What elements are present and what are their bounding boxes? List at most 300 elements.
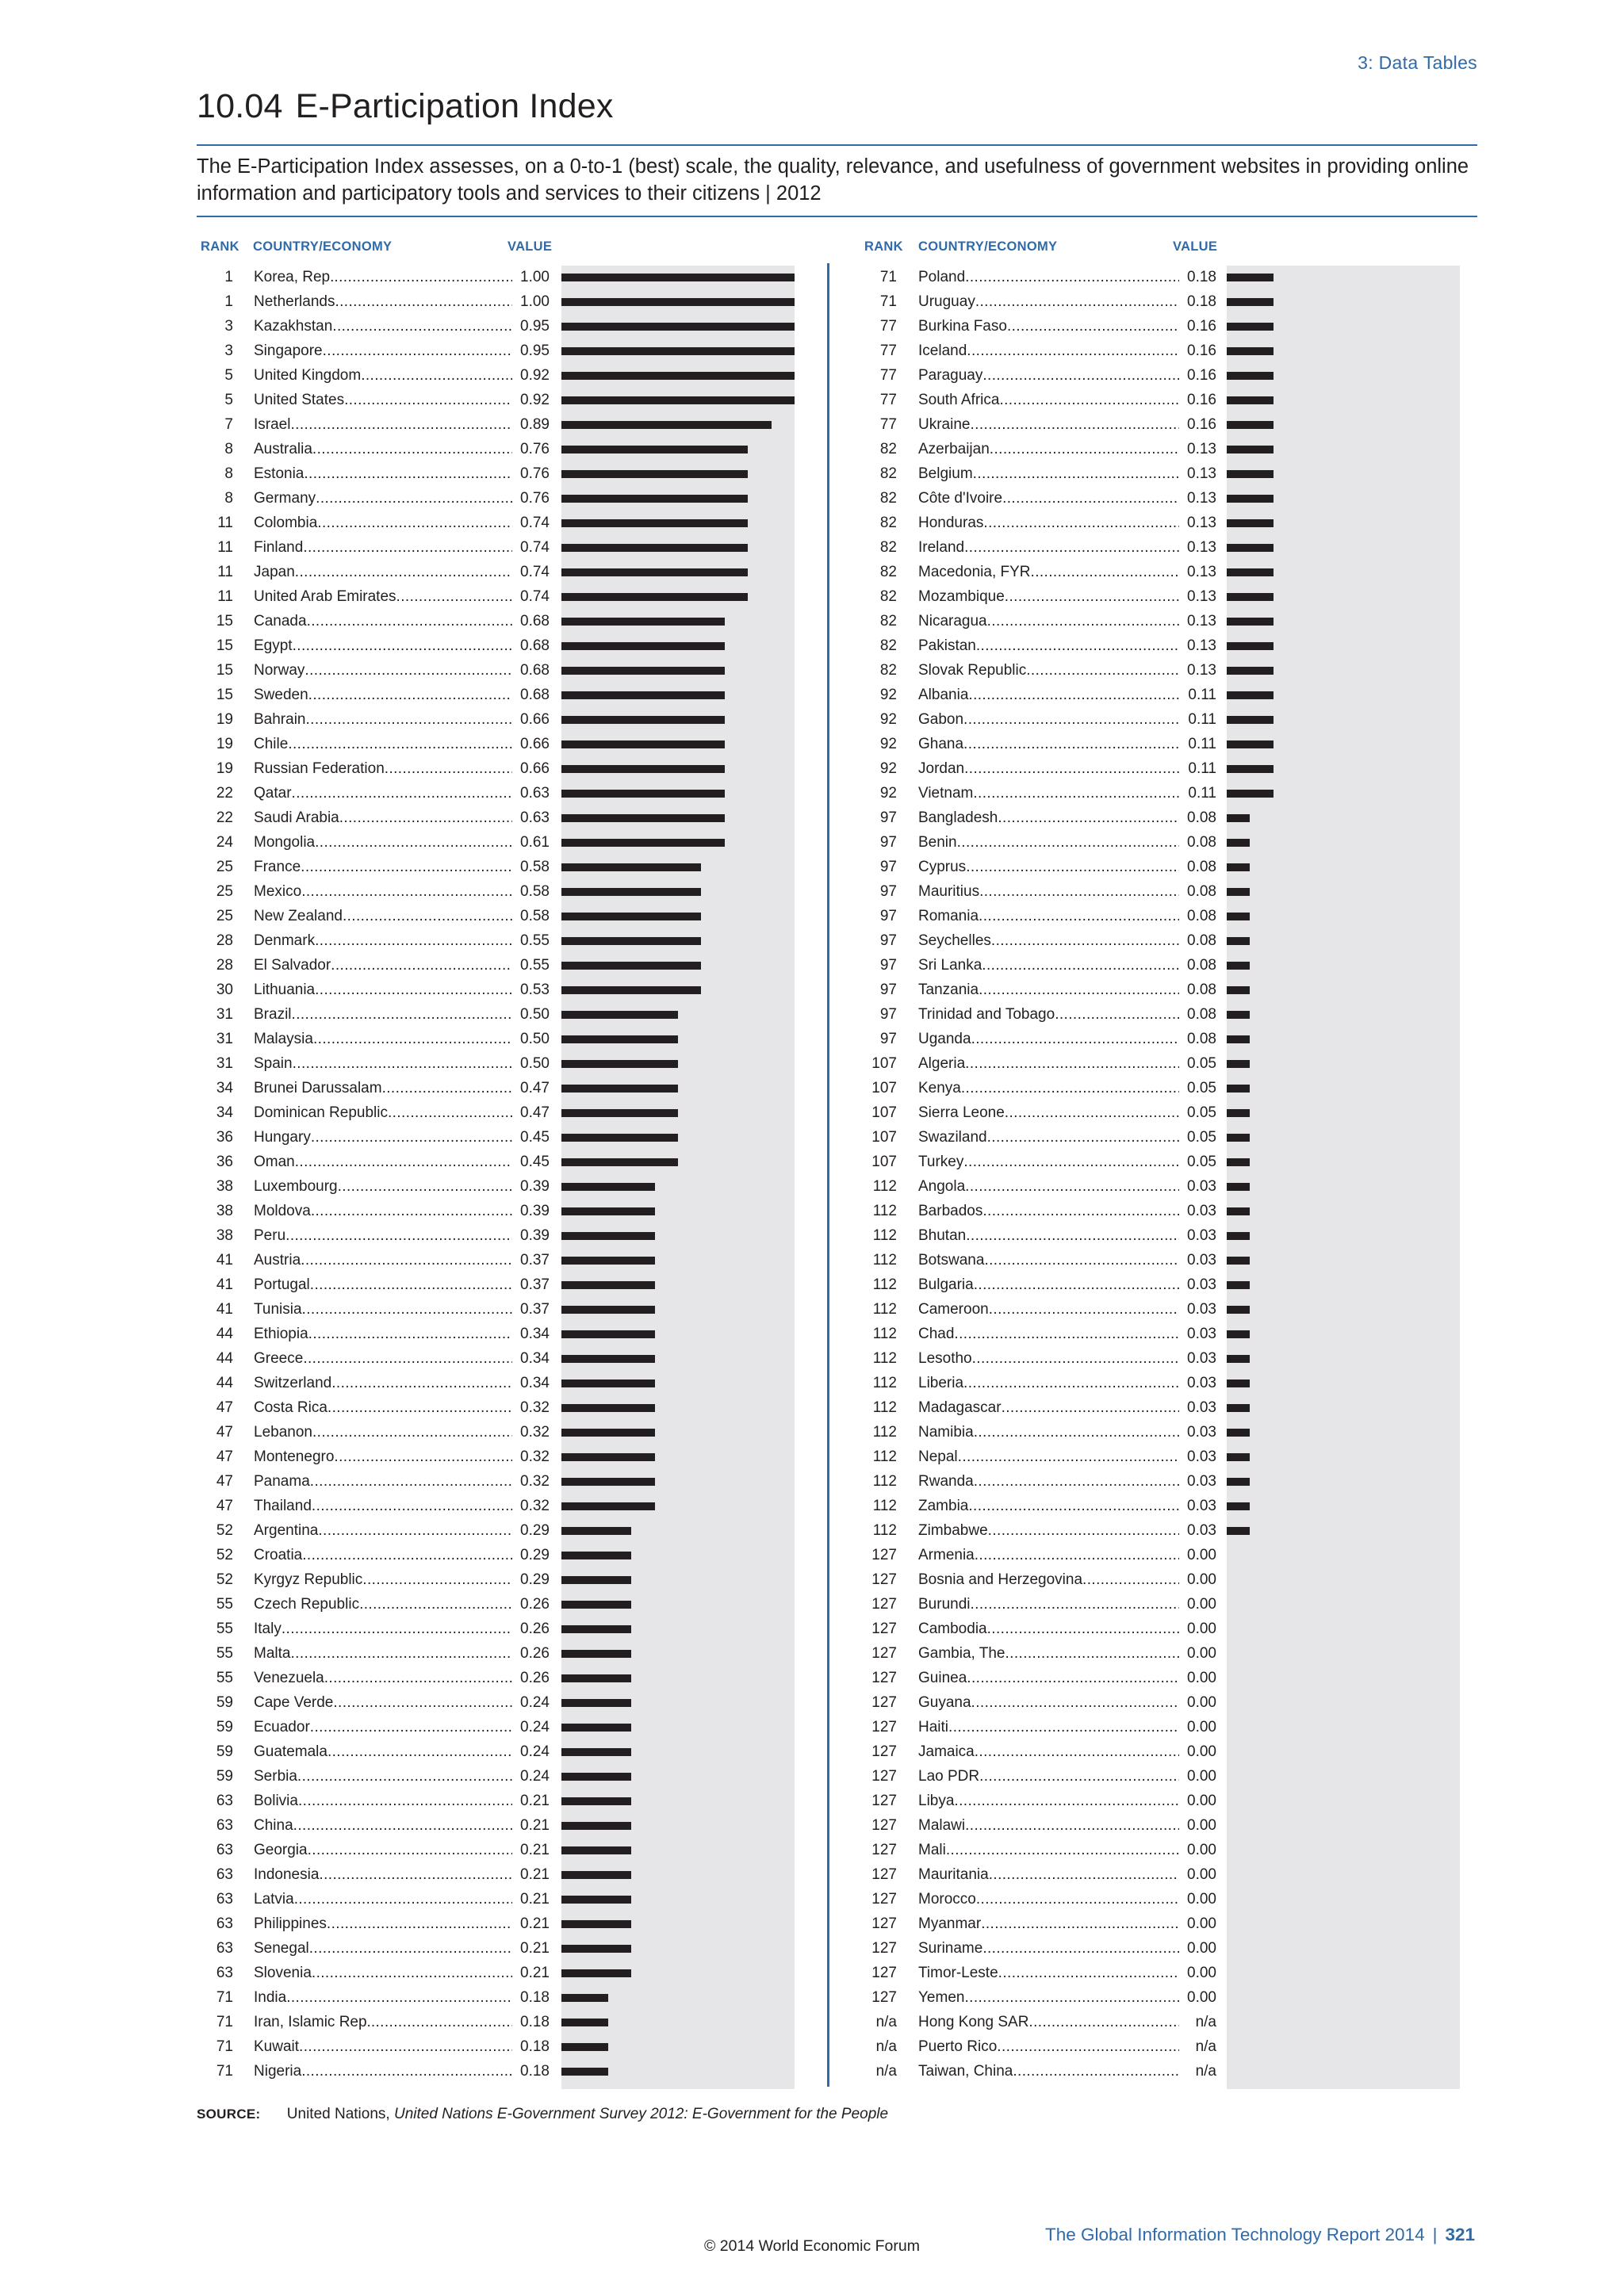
value-cell: 0.13 bbox=[1179, 609, 1216, 633]
rank-cell: 92 bbox=[879, 785, 897, 802]
value-cell: 0.08 bbox=[1179, 953, 1216, 978]
country-cell: Macedonia, FYR ..... bbox=[918, 560, 1180, 584]
value-bar bbox=[1227, 765, 1274, 773]
value-cell: 0.00 bbox=[1179, 1592, 1216, 1617]
country-cell: Kenya ..... bbox=[918, 1076, 1180, 1100]
value-bar bbox=[1227, 863, 1250, 871]
value-cell: 0.13 bbox=[1179, 511, 1216, 535]
value-bar bbox=[1227, 1330, 1250, 1338]
value-cell: 0.08 bbox=[1179, 855, 1216, 879]
value-bar bbox=[1227, 1502, 1250, 1510]
rank-cell: 82 bbox=[879, 613, 897, 629]
country-cell: Panama ..... bbox=[254, 1469, 515, 1494]
table-row bbox=[197, 1592, 795, 1617]
country-cell: Nicaragua ..... bbox=[918, 609, 1180, 633]
value-bar bbox=[1227, 593, 1274, 601]
value-bar bbox=[561, 937, 701, 945]
country-cell: Japan ..... bbox=[254, 560, 515, 584]
table-row bbox=[860, 1150, 1463, 1174]
table-row bbox=[860, 2034, 1463, 2059]
rank-cell: 63 bbox=[216, 1866, 233, 1883]
value-cell: 0.21 bbox=[512, 1936, 550, 1961]
rank-cell: 112 bbox=[872, 1448, 897, 1465]
table-row bbox=[860, 486, 1463, 511]
table-row bbox=[860, 1813, 1463, 1838]
value-bar bbox=[561, 1060, 678, 1068]
rank-cell: 127 bbox=[871, 1891, 897, 1908]
country-cell: Gabon ..... bbox=[918, 707, 1180, 732]
value-bar bbox=[561, 396, 795, 404]
rank-cell: 127 bbox=[871, 1866, 897, 1883]
rank-cell: 71 bbox=[879, 269, 897, 285]
table-row bbox=[860, 1100, 1463, 1125]
country-cell: Estonia ..... bbox=[254, 461, 515, 486]
country-cell: Germany ..... bbox=[254, 486, 515, 511]
value-cell: 0.34 bbox=[512, 1346, 550, 1371]
value-cell: 0.95 bbox=[512, 314, 550, 339]
value-cell: 0.16 bbox=[1179, 412, 1216, 437]
value-bar bbox=[561, 1674, 631, 1682]
value-bar bbox=[561, 1207, 655, 1215]
value-cell: 0.03 bbox=[1179, 1174, 1216, 1199]
value-cell: 0.08 bbox=[1179, 879, 1216, 904]
value-cell: 0.18 bbox=[512, 2010, 550, 2034]
value-cell: 0.21 bbox=[512, 1911, 550, 1936]
country-cell: Portugal ..... bbox=[254, 1272, 515, 1297]
rank-cell: 127 bbox=[871, 1571, 897, 1588]
table-row bbox=[860, 511, 1463, 535]
value-bar bbox=[561, 1846, 631, 1854]
rank-cell: 44 bbox=[216, 1350, 233, 1367]
table-row bbox=[860, 879, 1463, 904]
table-row bbox=[197, 830, 795, 855]
table-row bbox=[197, 1666, 795, 1690]
value-cell: 0.00 bbox=[1179, 1764, 1216, 1789]
value-bar bbox=[561, 372, 795, 380]
rank-cell: 92 bbox=[879, 711, 897, 728]
value-cell: 0.32 bbox=[512, 1469, 550, 1494]
country-cell: Russian Federation ..... bbox=[254, 756, 515, 781]
table-row bbox=[860, 1027, 1463, 1051]
table-row bbox=[197, 1272, 795, 1297]
value-bar bbox=[1227, 421, 1274, 429]
value-cell: 0.00 bbox=[1179, 1715, 1216, 1739]
table-row bbox=[197, 437, 795, 461]
value-bar bbox=[561, 1035, 678, 1043]
rank-cell: 59 bbox=[216, 1743, 233, 1760]
value-cell: 0.39 bbox=[512, 1199, 550, 1223]
value-cell: 0.61 bbox=[512, 830, 550, 855]
rank-cell: n/a bbox=[875, 2014, 897, 2030]
rank-cell: 55 bbox=[216, 1596, 233, 1613]
value-bar bbox=[1227, 618, 1274, 626]
value-bar bbox=[561, 1404, 655, 1412]
value-bar bbox=[1227, 1158, 1250, 1166]
value-cell: 0.05 bbox=[1179, 1051, 1216, 1076]
table-row bbox=[860, 707, 1463, 732]
value-cell: 0.29 bbox=[512, 1518, 550, 1543]
table-row bbox=[197, 461, 795, 486]
country-cell: Spain ..... bbox=[254, 1051, 515, 1076]
value-bar bbox=[561, 1502, 655, 1510]
rank-cell: 71 bbox=[879, 293, 897, 310]
value-bar bbox=[561, 495, 748, 503]
value-cell: 0.18 bbox=[512, 1985, 550, 2010]
source-note bbox=[197, 2106, 888, 2123]
value-bar bbox=[561, 839, 725, 847]
country-cell: Canada ..... bbox=[254, 609, 515, 633]
value-cell: 0.03 bbox=[1179, 1272, 1216, 1297]
country-cell: Lesotho ..... bbox=[918, 1346, 1180, 1371]
value-bar bbox=[561, 1920, 631, 1928]
table-row bbox=[197, 1100, 795, 1125]
value-cell: 0.76 bbox=[512, 437, 550, 461]
country-header: COUNTRY/ECONOMY bbox=[253, 239, 393, 254]
value-bar bbox=[1227, 372, 1274, 380]
value-cell: 0.13 bbox=[1179, 535, 1216, 560]
table-row bbox=[860, 1420, 1463, 1445]
value-bar bbox=[1227, 323, 1274, 331]
table-row bbox=[860, 830, 1463, 855]
country-cell: Korea, Rep. ..... bbox=[254, 265, 515, 289]
country-cell: Brazil ..... bbox=[254, 1002, 515, 1027]
table-row bbox=[860, 953, 1463, 978]
country-cell: Kazakhstan ..... bbox=[254, 314, 515, 339]
title-number: 10.04 bbox=[197, 87, 283, 125]
country-cell: Hong Kong SAR ..... bbox=[918, 2010, 1180, 2034]
country-cell: Cambodia ..... bbox=[918, 1617, 1180, 1641]
value-cell: 0.00 bbox=[1179, 1862, 1216, 1887]
value-bar bbox=[561, 1797, 631, 1805]
value-bar bbox=[561, 1625, 631, 1633]
value-bar bbox=[1227, 396, 1274, 404]
country-cell: Australia ..... bbox=[254, 437, 515, 461]
table-row bbox=[860, 1543, 1463, 1567]
country-cell: Czech Republic ..... bbox=[254, 1592, 515, 1617]
country-cell: Mauritius ..... bbox=[918, 879, 1180, 904]
rank-cell: 7 bbox=[224, 416, 233, 433]
rank-cell: 127 bbox=[871, 1645, 897, 1662]
rank-cell: 92 bbox=[879, 736, 897, 752]
rank-cell: 63 bbox=[216, 1793, 233, 1809]
table-row bbox=[860, 1346, 1463, 1371]
table-row bbox=[197, 1911, 795, 1936]
table-row bbox=[860, 1051, 1463, 1076]
country-cell: Haiti ..... bbox=[918, 1715, 1180, 1739]
table-row bbox=[197, 904, 795, 928]
table-row bbox=[860, 461, 1463, 486]
value-bar bbox=[561, 1773, 631, 1781]
rank-cell: 97 bbox=[879, 834, 897, 851]
value-cell: 1.00 bbox=[512, 265, 550, 289]
value-cell: 0.68 bbox=[512, 609, 550, 633]
table-row bbox=[860, 1002, 1463, 1027]
value-cell: 0.32 bbox=[512, 1445, 550, 1469]
rank-cell: 127 bbox=[871, 1596, 897, 1613]
value-cell: n/a bbox=[1179, 2034, 1216, 2059]
value-bar bbox=[561, 1650, 631, 1658]
country-cell: Ireland ..... bbox=[918, 535, 1180, 560]
value-cell: 0.24 bbox=[512, 1739, 550, 1764]
table-row bbox=[860, 1592, 1463, 1617]
value-cell: 0.58 bbox=[512, 904, 550, 928]
table-row bbox=[197, 339, 795, 363]
rank-cell: 107 bbox=[871, 1104, 897, 1121]
rank-cell: 92 bbox=[879, 687, 897, 703]
table-row bbox=[860, 1322, 1463, 1346]
country-cell: Thailand ..... bbox=[254, 1494, 515, 1518]
rank-cell: 82 bbox=[879, 515, 897, 531]
value-cell: 0.00 bbox=[1179, 1961, 1216, 1985]
country-cell: Tanzania ..... bbox=[918, 978, 1180, 1002]
country-cell: New Zealand ..... bbox=[254, 904, 515, 928]
table-row bbox=[197, 388, 795, 412]
value-bar bbox=[1227, 839, 1250, 847]
value-cell: 0.26 bbox=[512, 1617, 550, 1641]
table-row bbox=[197, 1371, 795, 1395]
rank-cell: 82 bbox=[879, 539, 897, 556]
footer-separator: | bbox=[1432, 2225, 1438, 2244]
rank-cell: 127 bbox=[871, 1915, 897, 1932]
country-cell: Singapore ..... bbox=[254, 339, 515, 363]
value-bar bbox=[1227, 1453, 1250, 1461]
value-cell: 0.92 bbox=[512, 388, 550, 412]
value-cell: 0.08 bbox=[1179, 806, 1216, 830]
table-row bbox=[197, 1297, 795, 1322]
value-bar bbox=[561, 1552, 631, 1559]
value-bar bbox=[561, 1527, 631, 1535]
table-row bbox=[197, 560, 795, 584]
value-bar bbox=[561, 1945, 631, 1953]
country-cell: Timor-Leste ..... bbox=[918, 1961, 1180, 1985]
table-row bbox=[197, 1764, 795, 1789]
value-cell: 0.32 bbox=[512, 1494, 550, 1518]
value-header: VALUE bbox=[508, 239, 553, 254]
country-cell: Uruguay ..... bbox=[918, 289, 1180, 314]
rank-cell: 97 bbox=[879, 1006, 897, 1023]
description-rule bbox=[197, 216, 1477, 217]
country-cell: Puerto Rico ..... bbox=[918, 2034, 1180, 2059]
table-row bbox=[197, 2010, 795, 2034]
page-title bbox=[197, 87, 614, 126]
country-cell: Kyrgyz Republic ..... bbox=[254, 1567, 515, 1592]
value-cell: 0.11 bbox=[1179, 683, 1216, 707]
rank-cell: 71 bbox=[216, 2063, 233, 2080]
country-cell: Austria ..... bbox=[254, 1248, 515, 1272]
table-row bbox=[860, 683, 1463, 707]
country-cell: Yemen ..... bbox=[918, 1985, 1180, 2010]
value-bar bbox=[561, 1453, 655, 1461]
country-cell: Mozambique ..... bbox=[918, 584, 1180, 609]
country-cell: Taiwan, China ..... bbox=[918, 2059, 1180, 2084]
value-cell: 0.74 bbox=[512, 584, 550, 609]
table-row bbox=[197, 1543, 795, 1567]
value-cell: 0.16 bbox=[1179, 339, 1216, 363]
value-cell: 0.13 bbox=[1179, 486, 1216, 511]
rank-cell: 28 bbox=[216, 932, 233, 949]
value-cell: 0.03 bbox=[1179, 1199, 1216, 1223]
value-bar bbox=[1227, 274, 1274, 281]
value-cell: 0.03 bbox=[1179, 1494, 1216, 1518]
country-cell: Luxembourg ..... bbox=[254, 1174, 515, 1199]
table-row bbox=[860, 412, 1463, 437]
value-bar bbox=[561, 913, 701, 920]
table-row bbox=[860, 1838, 1463, 1862]
table-row bbox=[860, 1789, 1463, 1813]
value-bar bbox=[1227, 544, 1274, 552]
value-bar bbox=[1227, 1257, 1250, 1265]
rank-cell: 5 bbox=[224, 392, 233, 408]
table-row bbox=[860, 1395, 1463, 1420]
value-cell: 0.00 bbox=[1179, 1887, 1216, 1911]
value-cell: 0.95 bbox=[512, 339, 550, 363]
table-row bbox=[860, 1715, 1463, 1739]
table-row bbox=[860, 363, 1463, 388]
country-cell: Zambia ..... bbox=[918, 1494, 1180, 1518]
country-cell: Cape Verde ..... bbox=[254, 1690, 515, 1715]
table-row bbox=[860, 339, 1463, 363]
rank-cell: 34 bbox=[216, 1080, 233, 1096]
rank-cell: 11 bbox=[217, 539, 233, 556]
value-bar bbox=[1227, 1232, 1250, 1240]
country-cell: Cyprus ..... bbox=[918, 855, 1180, 879]
value-cell: 0.37 bbox=[512, 1248, 550, 1272]
table-row bbox=[197, 658, 795, 683]
table-row bbox=[197, 855, 795, 879]
rank-cell: 112 bbox=[872, 1498, 897, 1514]
rank-cell: 41 bbox=[216, 1276, 233, 1293]
country-cell: Oman ..... bbox=[254, 1150, 515, 1174]
value-bar bbox=[561, 519, 748, 527]
value-bar bbox=[1227, 986, 1250, 994]
table-row bbox=[197, 1002, 795, 1027]
value-cell: 0.13 bbox=[1179, 584, 1216, 609]
table-row bbox=[197, 1936, 795, 1961]
value-cell: 0.00 bbox=[1179, 1936, 1216, 1961]
source-text: United Nations, bbox=[286, 2106, 390, 2122]
value-bar bbox=[561, 1871, 631, 1879]
rank-cell: 63 bbox=[216, 1817, 233, 1834]
rank-cell: 77 bbox=[879, 318, 897, 335]
value-bar bbox=[561, 1011, 678, 1019]
table-row bbox=[197, 1862, 795, 1887]
rank-cell: 112 bbox=[872, 1375, 897, 1391]
rank-cell: 31 bbox=[216, 1055, 233, 1072]
value-bar bbox=[561, 1281, 655, 1289]
rank-cell: 97 bbox=[879, 883, 897, 900]
value-bar bbox=[561, 1699, 631, 1707]
country-cell: Bolivia ..... bbox=[254, 1789, 515, 1813]
country-cell: Nigeria ..... bbox=[254, 2059, 515, 2084]
rank-cell: 77 bbox=[879, 367, 897, 384]
value-cell: 0.39 bbox=[512, 1223, 550, 1248]
country-cell: Lao PDR ..... bbox=[918, 1764, 1180, 1789]
table-row bbox=[860, 1862, 1463, 1887]
country-cell: Saudi Arabia ..... bbox=[254, 806, 515, 830]
rank-cell: 97 bbox=[879, 809, 897, 826]
value-bar bbox=[1227, 1109, 1250, 1117]
country-cell: Burundi ..... bbox=[918, 1592, 1180, 1617]
value-bar bbox=[1227, 667, 1274, 675]
value-cell: 0.58 bbox=[512, 855, 550, 879]
value-cell: 0.32 bbox=[512, 1395, 550, 1420]
country-cell: Albania ..... bbox=[918, 683, 1180, 707]
value-cell: 0.00 bbox=[1179, 1666, 1216, 1690]
rank-cell: 38 bbox=[216, 1203, 233, 1219]
rank-cell: 3 bbox=[224, 342, 233, 359]
rank-cell: 63 bbox=[216, 1965, 233, 1981]
country-cell: Algeria ..... bbox=[918, 1051, 1180, 1076]
table-row bbox=[197, 1985, 795, 2010]
country-cell: Côte d'Ivoire ..... bbox=[918, 486, 1180, 511]
country-cell: Guatemala ..... bbox=[254, 1739, 515, 1764]
table-row bbox=[860, 732, 1463, 756]
value-cell: 0.66 bbox=[512, 707, 550, 732]
rank-cell: 77 bbox=[879, 342, 897, 359]
value-cell: 0.08 bbox=[1179, 1027, 1216, 1051]
country-cell: Croatia ..... bbox=[254, 1543, 515, 1567]
table-row bbox=[197, 1715, 795, 1739]
value-bar bbox=[561, 814, 725, 822]
country-cell: Slovak Republic ..... bbox=[918, 658, 1180, 683]
table-row bbox=[860, 1567, 1463, 1592]
table-row bbox=[860, 781, 1463, 806]
value-bar bbox=[561, 544, 748, 552]
value-cell: 0.26 bbox=[512, 1641, 550, 1666]
value-cell: 0.21 bbox=[512, 1789, 550, 1813]
value-bar bbox=[1227, 568, 1274, 576]
country-cell: Poland ..... bbox=[918, 265, 1180, 289]
right-rows bbox=[860, 265, 1463, 2084]
rank-cell: 47 bbox=[216, 1399, 233, 1416]
value-cell: 0.37 bbox=[512, 1297, 550, 1322]
rank-cell: 127 bbox=[871, 1719, 897, 1735]
value-bar bbox=[1227, 1207, 1250, 1215]
table-row bbox=[860, 1199, 1463, 1223]
value-bar bbox=[561, 1994, 608, 2002]
rank-cell: 63 bbox=[216, 1891, 233, 1908]
value-bar bbox=[561, 667, 725, 675]
country-cell: South Africa ..... bbox=[918, 388, 1180, 412]
country-cell: Iceland ..... bbox=[918, 339, 1180, 363]
table-row bbox=[860, 437, 1463, 461]
table-row bbox=[860, 1985, 1463, 2010]
table-row bbox=[197, 1027, 795, 1051]
value-cell: 0.24 bbox=[512, 1690, 550, 1715]
table-row bbox=[860, 928, 1463, 953]
rank-cell: 112 bbox=[872, 1326, 897, 1342]
rank-cell: 127 bbox=[871, 1989, 897, 2006]
table-row bbox=[197, 1567, 795, 1592]
rank-cell: 15 bbox=[216, 613, 233, 629]
value-bar bbox=[1227, 347, 1274, 355]
left-rows bbox=[197, 265, 795, 2084]
rank-cell: 47 bbox=[216, 1473, 233, 1490]
rank-header: RANK bbox=[201, 239, 239, 254]
table-row bbox=[197, 1518, 795, 1543]
table-row bbox=[860, 1297, 1463, 1322]
value-cell: 0.16 bbox=[1179, 388, 1216, 412]
value-bar bbox=[1227, 790, 1274, 798]
value-cell: 0.05 bbox=[1179, 1125, 1216, 1150]
country-cell: Libya ..... bbox=[918, 1789, 1180, 1813]
country-cell: Swaziland ..... bbox=[918, 1125, 1180, 1150]
table-row bbox=[860, 855, 1463, 879]
country-cell: Romania ..... bbox=[918, 904, 1180, 928]
value-cell: n/a bbox=[1179, 2059, 1216, 2084]
rank-cell: 127 bbox=[871, 1743, 897, 1760]
value-bar bbox=[1227, 716, 1274, 724]
